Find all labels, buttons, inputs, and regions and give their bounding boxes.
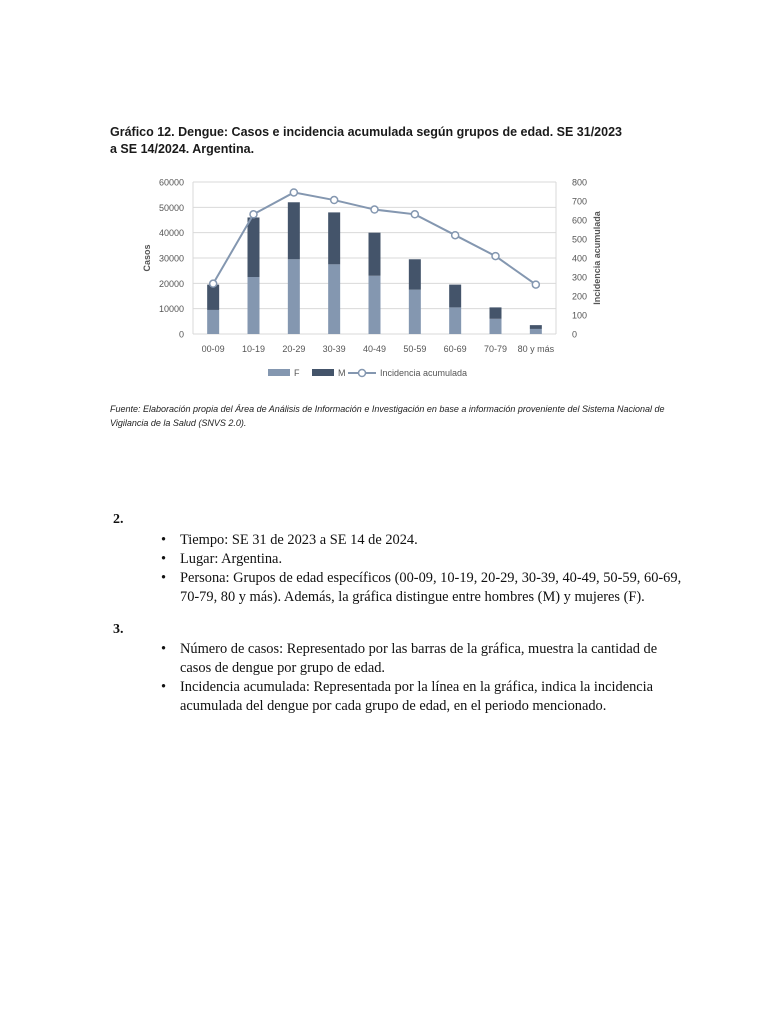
legend-marker-incidence bbox=[359, 370, 366, 377]
section-number-3: 3. bbox=[113, 622, 124, 637]
bar-f-40-49 bbox=[369, 276, 381, 334]
bar-m-30-39 bbox=[328, 212, 340, 264]
bar-m-60-69 bbox=[449, 285, 461, 308]
section-3-list bbox=[158, 640, 688, 716]
x-tick-label: 40-49 bbox=[362, 344, 387, 354]
y2-tick-label: 400 bbox=[572, 253, 588, 264]
bar-f-60-69 bbox=[449, 307, 461, 334]
list-item: • Lugar: Argentina. bbox=[161, 551, 283, 567]
bullet-icon: • bbox=[161, 551, 167, 567]
y-tick-label: 20000 bbox=[158, 278, 184, 289]
y-tick-label: 60000 bbox=[158, 177, 184, 188]
x-tick-label: 10-19 bbox=[241, 344, 266, 354]
y2-axis-title: Incidencia acumulada bbox=[592, 211, 602, 305]
y2-tick-label: 0 bbox=[572, 329, 578, 340]
bar-f-00-09 bbox=[207, 310, 219, 334]
incidence-point-40-49 bbox=[371, 206, 378, 213]
dengue-chart bbox=[0, 0, 768, 400]
bullet-icon: • bbox=[161, 679, 167, 695]
bar-f-50-59 bbox=[409, 290, 421, 334]
bar-f-10-19 bbox=[248, 277, 260, 334]
bar-m-80-y-más bbox=[530, 325, 542, 329]
incidence-point-00-09 bbox=[210, 280, 217, 287]
x-tick-label: 70-79 bbox=[483, 344, 508, 354]
y2-tick-label: 600 bbox=[572, 215, 588, 226]
bullet-icon: • bbox=[161, 641, 167, 657]
y2-tick-label: 500 bbox=[572, 234, 588, 245]
bullet-icon: • bbox=[161, 570, 167, 586]
bar-f-70-79 bbox=[490, 319, 502, 334]
y-tick-label: 40000 bbox=[158, 228, 184, 239]
incidence-point-60-69 bbox=[452, 232, 459, 239]
incidence-point-80-y-más bbox=[532, 281, 539, 288]
x-tick-label: 80 y más bbox=[517, 344, 555, 354]
bullet-icon: • bbox=[161, 532, 167, 548]
bar-f-20-29 bbox=[288, 259, 300, 334]
legend-label-incidence: Incidencia acumulada bbox=[380, 368, 468, 378]
bar-m-10-19 bbox=[248, 217, 260, 277]
legend-label-f: F bbox=[294, 368, 300, 378]
section-2-list bbox=[158, 531, 688, 607]
incidence-point-50-59 bbox=[411, 211, 418, 218]
y-tick-label: 0 bbox=[178, 329, 184, 340]
x-tick-label: 20-29 bbox=[282, 344, 306, 354]
x-tick-label: 50-59 bbox=[403, 344, 427, 354]
x-tick-label: 30-39 bbox=[322, 344, 346, 354]
bar-m-20-29 bbox=[288, 202, 300, 259]
bar-m-40-49 bbox=[369, 233, 381, 276]
bar-m-00-09 bbox=[207, 285, 219, 310]
incidence-point-10-19 bbox=[250, 211, 257, 218]
y-tick-label: 50000 bbox=[158, 202, 184, 213]
incidence-point-70-79 bbox=[492, 253, 499, 260]
figure-source: Fuente: Elaboración propia del Área de Análisis de Información e Investigación en base a información proveniente del Sistema Nacional de Vigilancia de la Salud (SNVS 2.0). bbox=[110, 404, 665, 428]
x-tick-label: 00-09 bbox=[201, 344, 225, 354]
y2-tick-label: 800 bbox=[572, 177, 588, 188]
bar-m-70-79 bbox=[490, 307, 502, 318]
bar-f-80-y-más bbox=[530, 329, 542, 334]
section-number-2: 2. bbox=[113, 512, 124, 527]
y-axis-title: Casos bbox=[142, 244, 152, 272]
list-item: • Incidencia acumulada: Representada por la línea en la gráfica, indica la incidencia acumulada del dengue por cada grupo de edad, en el periodo mencionado. bbox=[161, 679, 654, 714]
list-item: • Persona: Grupos de edad específicos (00-09, 10-19, 20-29, 30-39, 40-49, 50-59, 60-69, 70-79, 80 y más). Además, la gráfica distingue entre hombres (M) y mujeres (F). bbox=[161, 570, 682, 605]
y2-tick-label: 300 bbox=[572, 272, 588, 283]
y2-tick-label: 700 bbox=[572, 196, 588, 207]
legend-label-m: M bbox=[338, 368, 346, 378]
bar-f-30-39 bbox=[328, 264, 340, 334]
incidence-point-20-29 bbox=[290, 189, 297, 196]
list-item: • Tiempo: SE 31 de 2023 a SE 14 de 2024. bbox=[161, 532, 418, 548]
figure-title: Gráfico 12. Dengue: Casos e incidencia acumulada según grupos de edad. SE 31/2023 a SE 14/2024. Argentina. bbox=[110, 125, 622, 156]
y-tick-label: 10000 bbox=[158, 304, 184, 315]
legend-swatch-f bbox=[268, 369, 290, 376]
legend-swatch-m bbox=[312, 369, 334, 376]
incidence-point-30-39 bbox=[331, 197, 338, 204]
y2-tick-label: 200 bbox=[572, 291, 588, 302]
bar-m-50-59 bbox=[409, 259, 421, 289]
x-tick-label: 60-69 bbox=[443, 344, 467, 354]
list-item: • Número de casos: Representado por las barras de la gráfica, muestra la cantidad de casos de dengue por grupo de edad. bbox=[161, 641, 658, 676]
y-tick-label: 30000 bbox=[158, 253, 184, 264]
y2-tick-label: 100 bbox=[572, 310, 588, 321]
